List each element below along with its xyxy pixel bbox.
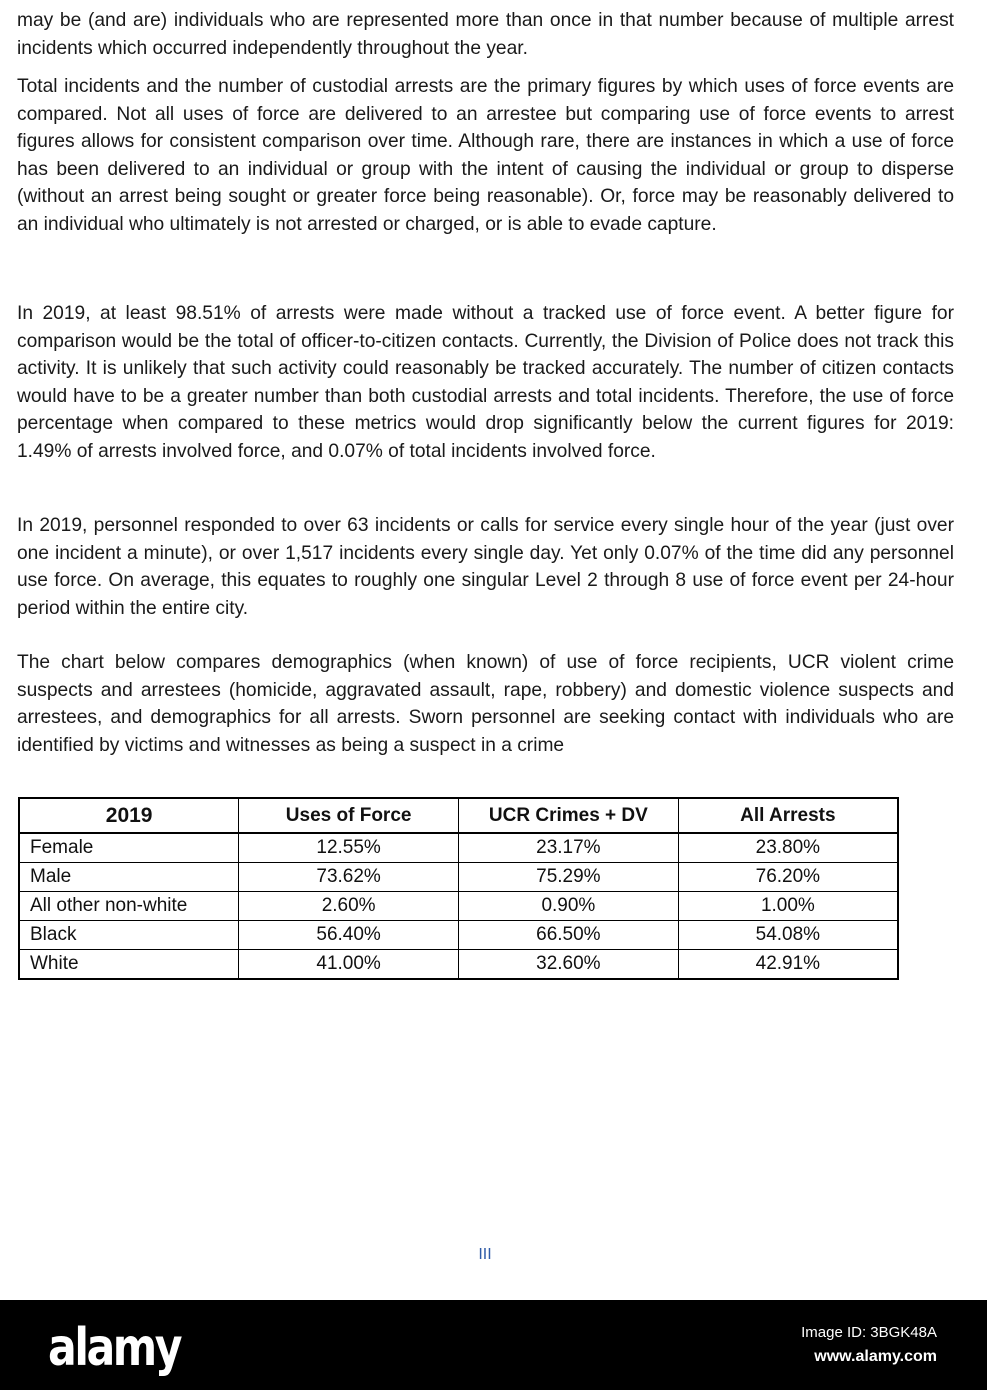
cell-all-arrests: 42.91% [678,950,898,980]
paragraph-2: Total incidents and the number of custodial arrests are the primary figures by which uses of force events are compared. Not all uses of force are delivered to an arrestee but comparing use of force events to arrest figures allows for consistent comparison over time. Although rare, there are instances in which a use of force has been delivered to an individual or group with the intent of causing the individual or group to disperse (without an arrest being sought or greater force being reasonable). Or, force may be reasonably delivered to an individual who ultimately is not arrested or charged, or is able to evade capture. [17,76,954,235]
cell-uses-of-force: 73.62% [239,863,459,892]
cell-ucr-crimes-dv: 0.90% [459,892,679,921]
cell-all-arrests: 54.08% [678,921,898,950]
table-header-row [19,798,898,833]
watermark-footer [0,1300,987,1390]
cell-uses-of-force: 41.00% [239,950,459,980]
table-row [19,833,898,863]
row-label: Male [19,863,239,892]
cell-ucr-crimes-dv: 32.60% [459,950,679,980]
table-row [19,950,898,980]
header-all-arrests: All Arrests [678,798,898,833]
paragraph-1: may be (and are) individuals who are represented more than once in that number because of multiple arrest incidents which occurred independently throughout the year. [17,10,954,59]
page-number: III [478,1246,492,1263]
cell-uses-of-force: 2.60% [239,892,459,921]
header-ucr-crimes-dv: UCR Crimes + DV [459,798,679,833]
cell-uses-of-force: 56.40% [239,921,459,950]
header-year: 2019 [19,798,239,833]
cell-ucr-crimes-dv: 66.50% [459,921,679,950]
paragraph-5: The chart below compares demographics (when known) of use of force recipients, UCR violent crime suspects and arrestees (homicide, aggravated assault, rape, robbery) and domestic violence suspects and arrestees, and demographics for all arrests. Sworn personnel are seeking contact with individuals who are identified by victims and witnesses as being a suspect in a crime [17,652,954,756]
alamy-logo: alamy [48,1318,181,1378]
row-label: White [19,950,239,980]
row-label: All other non-white [19,892,239,921]
cell-all-arrests: 23.80% [678,833,898,863]
image-id: Image ID: 3BGK48A [801,1324,937,1341]
cell-ucr-crimes-dv: 75.29% [459,863,679,892]
paragraph-3: In 2019, at least 98.51% of arrests were made without a tracked use of force event. A better figure for comparison would be the total of officer-to-citizen contacts. Currently, the Division of Police does not track this activity. It is unlikely that such activity could reasonably be tracked accurately. The number of citizen contacts would have to be a greater number than both custodial arrests and total incidents. Therefore, the use of force percentage when compared to these metrics would drop significantly below the current figures for 2019: 1.49% of arrests involved force, and 0.07% of total incidents involved force. [17,303,954,462]
paragraph-4: In 2019, personnel responded to over 63 incidents or calls for service every single hour of the year (just over one incident a minute), or over 1,517 incidents every single day. Yet only 0.07% of the time did any personnel use force. On average, this equates to roughly one singular Level 2 through 8 use of force event per 24-hour period within the entire city. [17,515,954,619]
row-label: Black [19,921,239,950]
table-row [19,892,898,921]
header-uses-of-force: Uses of Force [239,798,459,833]
row-label: Female [19,833,239,863]
site-url: www.alamy.com [814,1348,937,1365]
cell-ucr-crimes-dv: 23.17% [459,833,679,863]
demographics-table [18,797,899,980]
cell-uses-of-force: 12.55% [239,833,459,863]
cell-all-arrests: 76.20% [678,863,898,892]
table-row [19,921,898,950]
table-row [19,863,898,892]
cell-all-arrests: 1.00% [678,892,898,921]
